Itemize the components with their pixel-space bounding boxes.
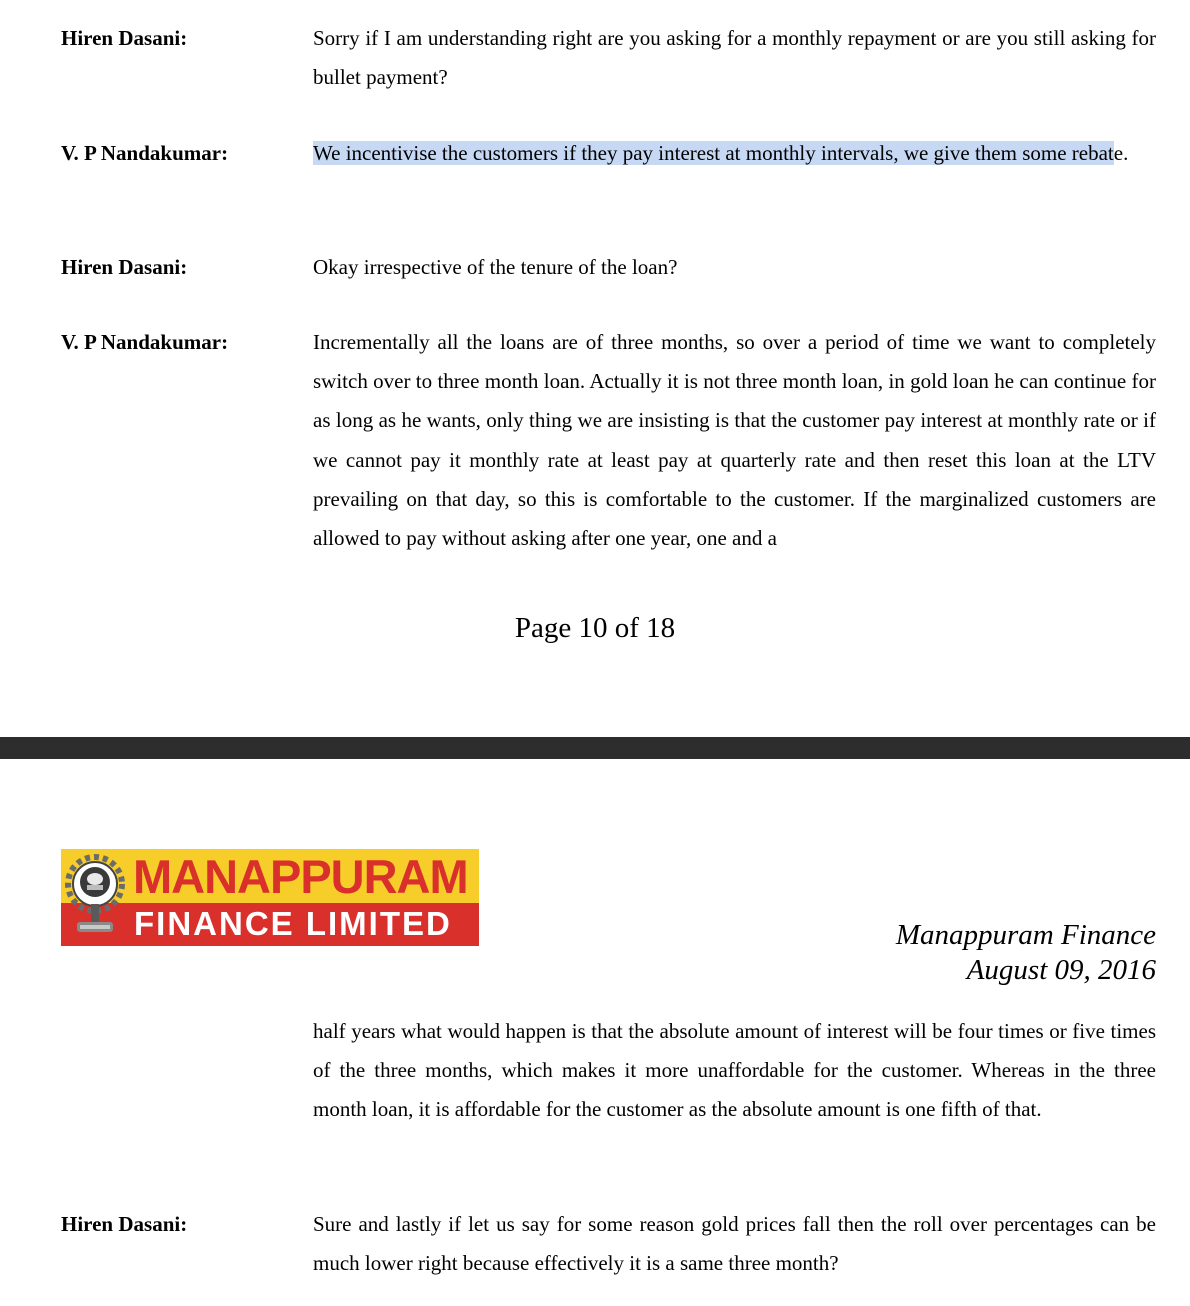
speaker-name: Hiren Dasani: bbox=[61, 1212, 188, 1236]
logo-title: MANAPPURAM bbox=[133, 850, 468, 903]
document-header bbox=[896, 918, 1156, 988]
speech-text-tail[interactable]: e. bbox=[1113, 141, 1129, 165]
speech-text[interactable] bbox=[313, 134, 1156, 173]
speech-text[interactable]: Incrementally all the loans are of three months, so over a period of time we want to completely switch over to three month loan. Actually it is not three month loan, in gold loan he can continue for as long as he wants, only thing we are insisting is that the customer pay interest at monthly rate or if we cannot pay it monthly rate at least pay at quarterly rate and then reset this loan at the LTV prevailing on that day, so this is comfortable to the customer. If the marginalized customers are allowed to pay without asking after one year, one and a bbox=[313, 330, 1156, 551]
logo-subtitle: FINANCE LIMITED bbox=[134, 905, 452, 942]
call-date: August 09, 2016 bbox=[966, 954, 1156, 986]
speaker-name: V. P Nandakumar: bbox=[61, 330, 229, 354]
speaker-name: V. P Nandakumar: bbox=[61, 141, 229, 165]
speech-text[interactable]: Okay irrespective of the tenure of the loan? bbox=[313, 255, 678, 279]
gear-emblem-icon bbox=[63, 852, 131, 942]
page-number: Page 10 of 18 bbox=[514, 612, 676, 644]
speech-text[interactable]: Sorry if I am understanding right are you asking for a monthly repayment or are you still asking for bullet payment? bbox=[313, 26, 1156, 90]
text-selection-highlight[interactable]: We incentivise the customers if they pay interest at monthly intervals, we give them some rebat bbox=[313, 141, 1114, 165]
company-name: Manappuram Finance bbox=[895, 919, 1156, 951]
speaker-name: Hiren Dasani: bbox=[61, 255, 188, 279]
speech-text[interactable]: Sure and lastly if let us say for some reason gold prices fall then the roll over percentages can be much lower right because effectively it is a same three month? bbox=[313, 1212, 1156, 1276]
page-divider bbox=[0, 737, 1190, 759]
speaker-name: Hiren Dasani: bbox=[61, 26, 188, 50]
company-logo bbox=[61, 849, 479, 946]
speech-text[interactable]: half years what would happen is that the absolute amount of interest will be four times or five times of the three months, which makes it more unaffordable for the customer. Whereas in the three month loan, it is affordable for the customer as the absolute amount is one fifth of that. bbox=[313, 1019, 1156, 1122]
